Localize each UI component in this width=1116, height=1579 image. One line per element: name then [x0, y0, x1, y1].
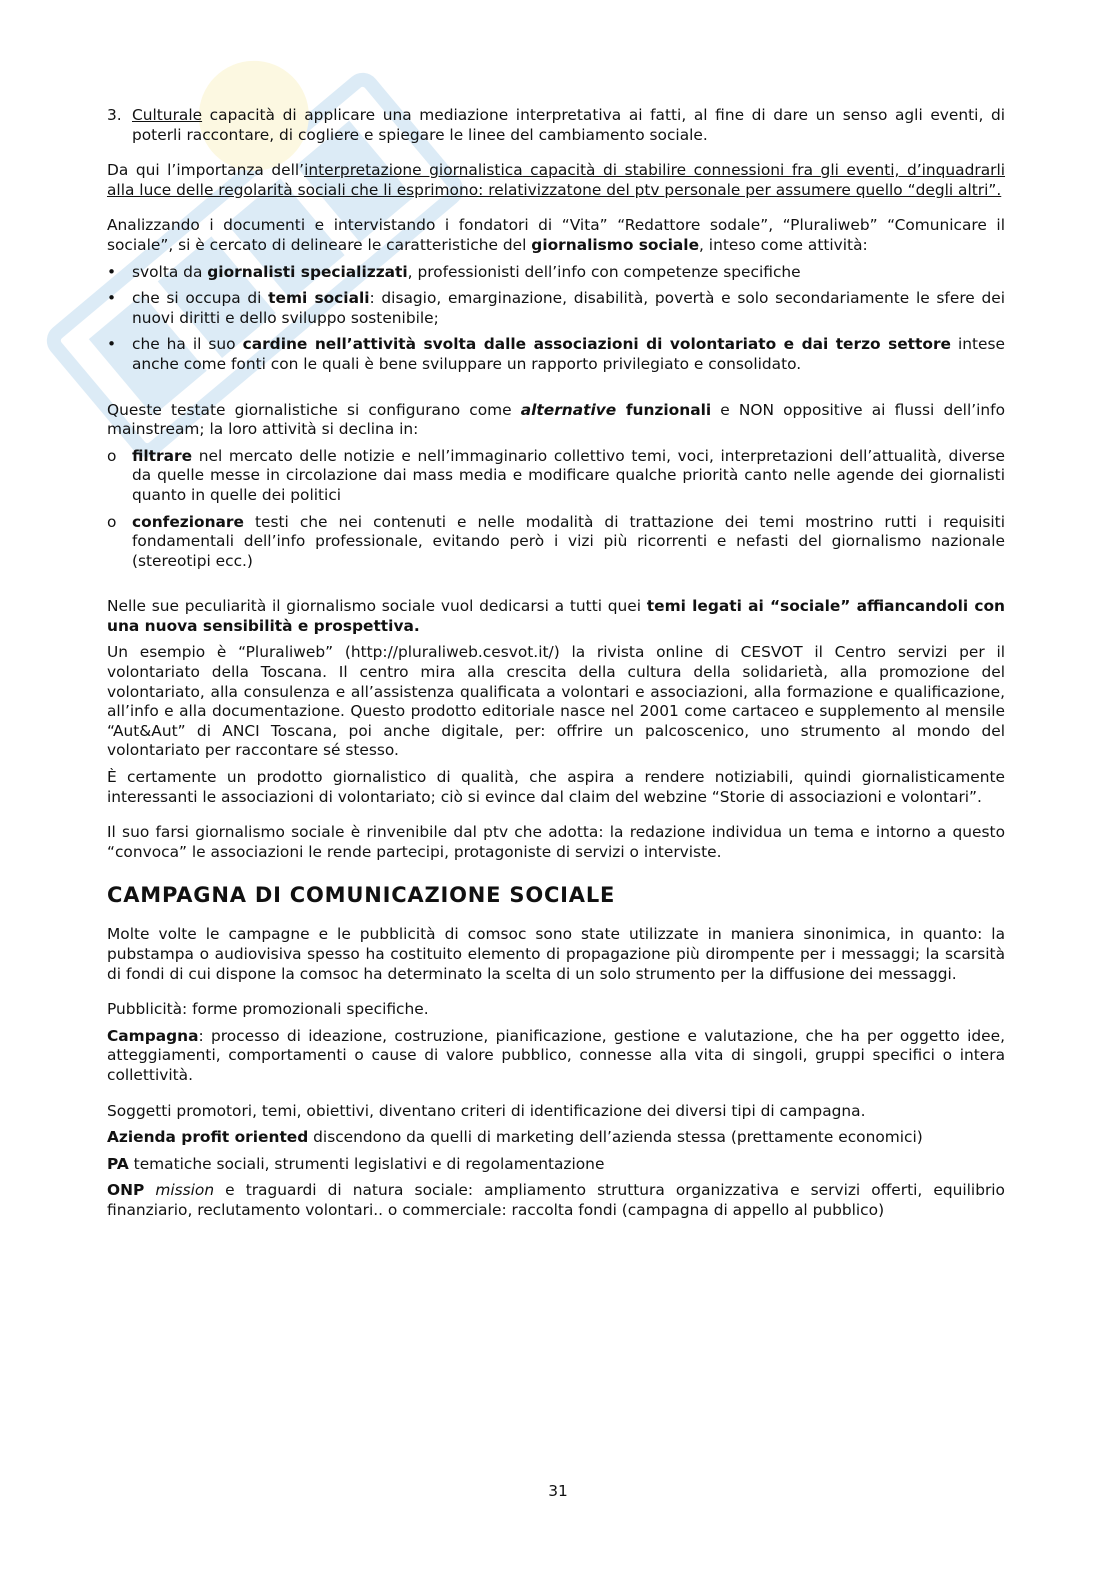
document-page [107, 106, 1005, 1221]
section-heading: CAMPAGNA DI COMUNICAZIONE SOCIALE [107, 883, 616, 908]
circle-bullet-icon: o [107, 512, 117, 531]
text: : disagio, emarginazione, disabilità, povertà e solo secondariamente le sfere dei nuovi diritti e dello sviluppo sostenibile; [132, 289, 1005, 327]
paragraph-peculiarita [107, 597, 1005, 636]
italic-term: mission [144, 1181, 215, 1200]
bold-term: Azienda profit oriented [107, 1128, 309, 1147]
text: e NON oppositive ai flussi dell’info mainstream; la loro attività si declina in: [107, 400, 1005, 439]
text: Nelle sue peculiarità il giornalismo sociale vuol dedicarsi a tutti quei [107, 597, 647, 616]
bullet-list [107, 263, 1005, 375]
bold-term: temi sociali [268, 289, 370, 308]
list-item [107, 447, 1005, 506]
text: : processo di ideazione, costruzione, pianificazione, gestione e valutazione, che ha per oggetto idee, atteggiamenti, comportamenti o cause di valore pubblico, connesse alla vita di singoli, gruppi specifici o intera collettività. [107, 1026, 1005, 1084]
paragraph-soggetti: Soggetti promotori, temi, obiettivi, diventano criteri di identificazione dei diversi tipi di campagna. [107, 1101, 866, 1120]
bold-term: funzionali [616, 400, 712, 419]
paragraph-pubblicita: Pubblicità: forme promozionali specifiche. [107, 1000, 429, 1019]
sub-list [107, 447, 1005, 572]
text: e traguardi di natura sociale: ampliamento struttura organizzativa e servizi offerti, equilibrio finanziario, reclutamento volontari.. o commerciale: raccolta fondi (campagna di appello al pubblico) [107, 1181, 1005, 1219]
text: intese anche come fonti con le quali è bene sviluppare un rapporto privilegiato e consolidato. [132, 335, 1005, 373]
paragraph-certamente: È certamente un prodotto giornalistico di qualità, che aspira a rendere notiziabili, quindi giornalisticamente interessanti le associazioni di volontariato; ciò si evince dal claim del webzine “Storie di associazioni e volontari”. [107, 768, 1005, 806]
paragraph-farsi: Il suo farsi giornalismo sociale è rinvenibile dal ptv che adotta: la redazione individua un tema e intorno a questo “convoca” le associazioni le rende partecipi, protagoniste di servizi o interviste. [107, 823, 1005, 861]
paragraph-onp [107, 1181, 1005, 1220]
underlined-term: interpretazione giornalistica [304, 161, 523, 180]
paragraph-azienda [107, 1128, 1005, 1148]
bold-term: Campagna [107, 1026, 199, 1045]
bold-term: filtrare [132, 446, 193, 465]
text: testi che nei contenuti e nelle modalità di trattazione dei temi mostrino rutti i requisiti fondamentali dell’info professionale, evitando però i vizi più ricorrenti e nefasti del giornalismo nazionale (stereotipi ecc.) [132, 512, 1005, 570]
bold-term: giornalisti specializzati [207, 262, 408, 281]
underlined-text: capacità di stabilire connessioni fra gli eventi, d’inquadrarli alla luce delle regolarità sociali che li esprimono: relativizzatone del ptv personale per assumere quello “degli altri”. [107, 161, 1006, 199]
list-item [107, 513, 1005, 572]
page-number: 31 [548, 1482, 568, 1500]
item-heading: Culturale [132, 106, 203, 124]
paragraph-esempio: Un esempio è “Pluraliweb” (http://pluraliweb.cesvot.it/) la rivista online di CESVOT il Centro servizi per il volontariato della Toscana. Il centro mira alla crescita della cultura della solidarietà, alla promozione del volontariato, alla consulenza e all’assistenza qualificata a volontari e associazioni, alla formazione e qualificazione, all’info e alla documentazione. Questo prodotto editoriale nasce nel 2001 come cartaceo e supplemento al mensile “Aut&Aut” di ANCI Toscana, poi anche digitale, per: offrire un palcoscenico, uno strumento al mondo del volontariato per raccontare sé stesso. [107, 643, 1005, 760]
bold-term: temi legati ai “sociale” affiancandoli con una nuova sensibilità e prospettiva. [107, 597, 1005, 635]
text: discendono da quelli di marketing dell’azienda stessa (prettamente economici) [308, 1128, 923, 1147]
paragraph-interpretazione [107, 161, 1005, 200]
text: , inteso come attività: [699, 235, 868, 254]
paragraph-pa [107, 1155, 1005, 1175]
text: che si occupa di [132, 289, 269, 308]
text: che ha il suo [132, 335, 243, 354]
list-item [107, 335, 1005, 374]
paragraph-campagna [107, 1027, 1005, 1086]
circle-bullet-icon: o [107, 446, 117, 465]
paragraph-testate [107, 401, 1005, 440]
text: nel mercato delle notizie e nell’immaginario collettivo temi, voci, interpretazioni dell’attualità, diverse da quelle messe in circolazione dai mass media e modificare qualche priorità canto nelle agende dei giornalisti quanto in quelle dei politici [132, 446, 1005, 504]
bold-term: ONP [107, 1181, 145, 1200]
list-item-culturale [107, 106, 1005, 145]
bold-term: PA [107, 1154, 129, 1173]
bold-term: confezionare [132, 512, 244, 531]
text: tematiche sociali, strumenti legislativi e di regolamentazione [128, 1154, 605, 1173]
bold-term: giornalismo sociale [531, 235, 700, 254]
text: , professionisti dell’info con competenze specifiche [407, 262, 801, 281]
text: Queste testate giornalistiche si configurano come [107, 400, 521, 419]
list-item [107, 289, 1005, 328]
paragraph-molte-volte: Molte volte le campagne e le pubblicità di comsoc sono state utilizzate in maniera sinonimica, in quanto: la pubstampa o audiovisiva spesso ha costituito elemento di propagazione più dirompente per i messaggi; la scarsità di fondi di cui dispone la comsoc ha determinato la scelta di un solo strumento per la diffusione dei messaggi. [107, 925, 1005, 983]
bold-italic-term: alternative [520, 400, 617, 419]
list-item [107, 263, 1005, 283]
item-text: capacità di applicare una mediazione interpretativa ai fatti, al fine di dare un senso agli eventi, di poterli raccontare, di cogliere e spiegare le linee del cambiamento sociale. [132, 106, 1005, 144]
bullet-icon: • [107, 335, 117, 354]
bullet-icon: • [107, 262, 117, 281]
item-number: 3. [107, 106, 122, 124]
text: Da qui l’importanza dell’ [107, 161, 305, 180]
text: svolta da [132, 262, 208, 281]
bullet-icon: • [107, 289, 117, 308]
paragraph-analisi [107, 216, 1005, 255]
text: Analizzando i documenti e intervistando i fondatori di “Vita” “Redattore sodale”, “Pluraliweb” “Comunicare il sociale”, si è cercato di delineare le caratteristiche del [107, 216, 1005, 254]
bold-term: cardine nell’attività svolta dalle associazioni di volontariato e dai terzo settore [242, 335, 951, 354]
